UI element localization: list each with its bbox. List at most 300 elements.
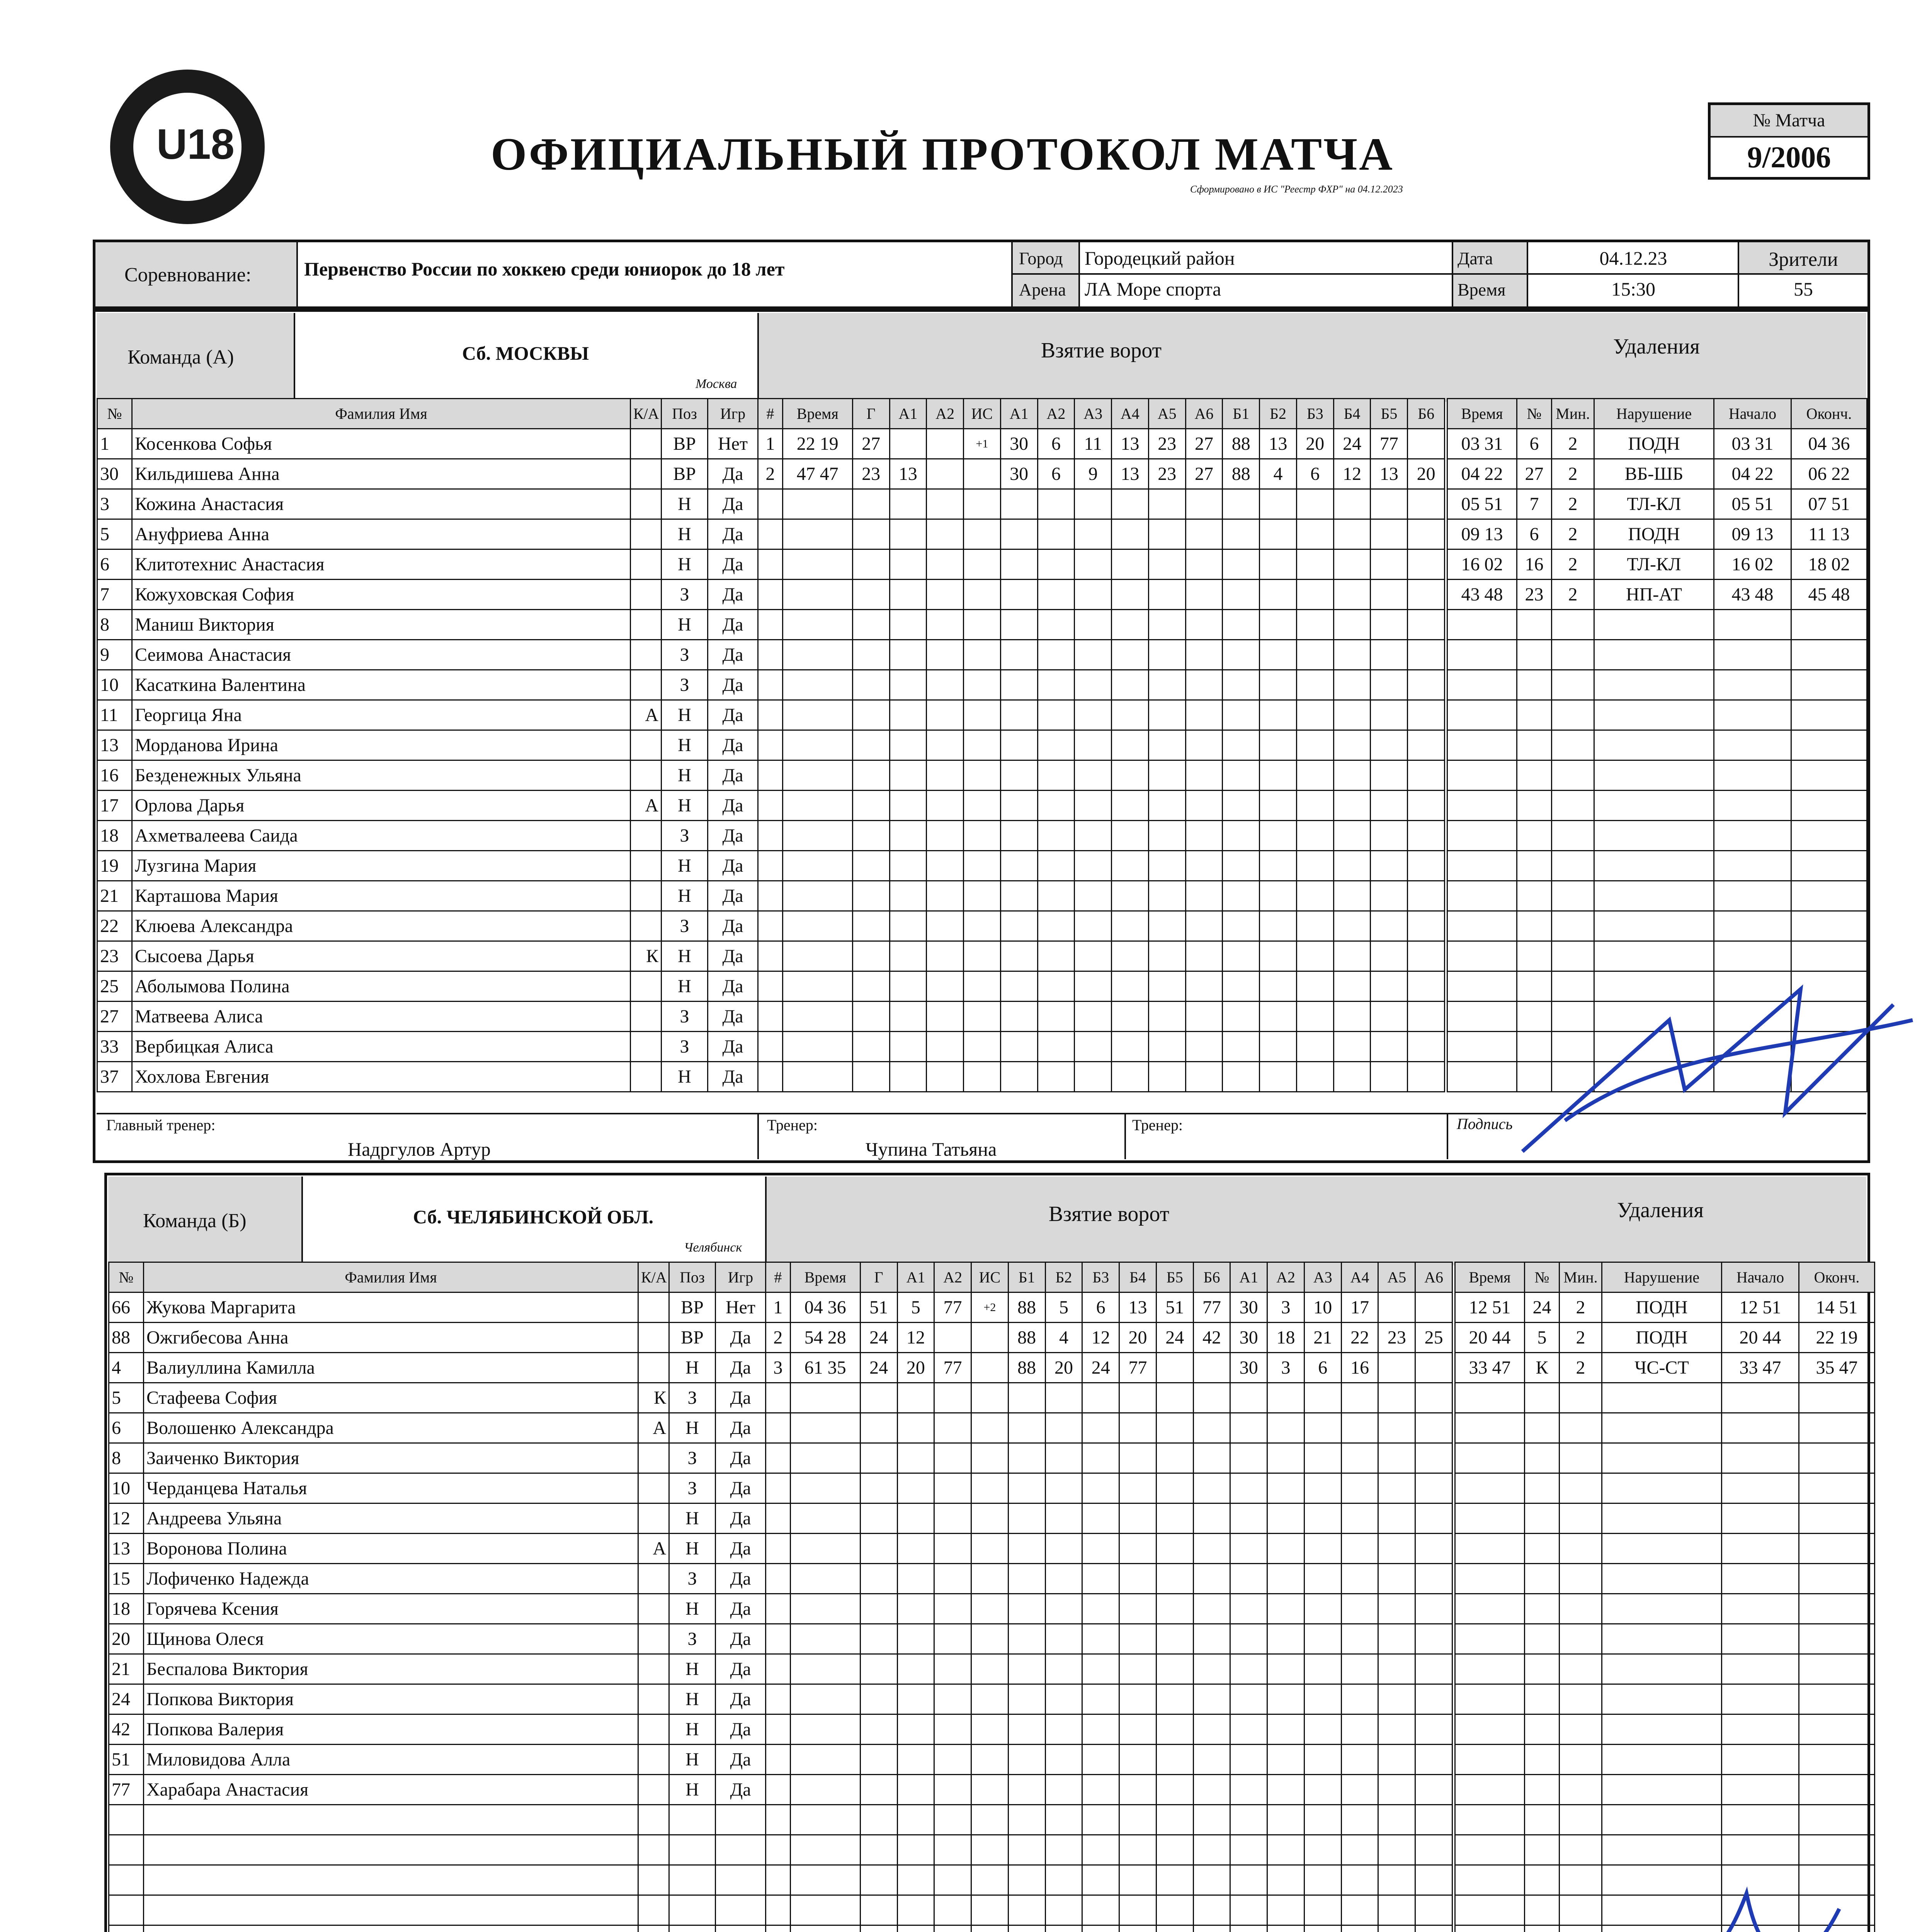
player-position: З bbox=[662, 911, 708, 941]
goal-cell bbox=[1119, 1383, 1156, 1413]
player-played: Да bbox=[716, 1473, 766, 1503]
penalty-cell bbox=[1722, 1775, 1799, 1805]
goal-cell bbox=[1415, 1805, 1452, 1835]
player-number: 5 bbox=[109, 1383, 144, 1413]
penalty-cell bbox=[1594, 730, 1714, 760]
goal-cell bbox=[758, 971, 783, 1002]
penalty-cell bbox=[1447, 821, 1517, 851]
goal-col-header: А6 bbox=[1185, 399, 1223, 429]
penalty-cell: 16 02 bbox=[1714, 549, 1791, 580]
goal-cell bbox=[1000, 1002, 1037, 1032]
goal-cell: 3 bbox=[1267, 1353, 1304, 1383]
penalty-cell bbox=[1517, 881, 1552, 911]
goal-cell bbox=[964, 610, 1001, 640]
goal-cell bbox=[1193, 1624, 1230, 1654]
goal-cell bbox=[1341, 1443, 1378, 1473]
player-row bbox=[97, 851, 758, 881]
goal-cell: 23 bbox=[1148, 459, 1185, 489]
penalty-cell bbox=[1447, 700, 1517, 730]
goal-cell bbox=[1148, 730, 1185, 760]
goal-cell bbox=[1112, 700, 1149, 730]
penalty-cell bbox=[1791, 911, 1867, 941]
player-played: Да bbox=[716, 1353, 766, 1383]
goal-cell bbox=[964, 459, 1001, 489]
player-captain bbox=[638, 1564, 669, 1594]
penalty-cell bbox=[1722, 1564, 1799, 1594]
player-position: З bbox=[669, 1624, 716, 1654]
goal-row bbox=[766, 1624, 1452, 1654]
goal-col-header: Б6 bbox=[1193, 1262, 1230, 1293]
goal-cell bbox=[1378, 1443, 1415, 1473]
penalty-cell bbox=[1602, 1624, 1722, 1654]
penalty-cell bbox=[1714, 640, 1791, 670]
player-captain bbox=[631, 821, 662, 851]
penalty-cell: 7 bbox=[1517, 489, 1552, 519]
penalty-cell bbox=[1714, 670, 1791, 700]
goal-cell bbox=[1185, 640, 1223, 670]
goal-cell bbox=[860, 1473, 897, 1503]
goal-cell: 23 bbox=[1148, 429, 1185, 459]
goal-cell bbox=[790, 1564, 860, 1594]
goal-cell bbox=[1304, 1865, 1341, 1895]
goal-cell: 24 bbox=[860, 1353, 897, 1383]
competition-name: Первенство России по хоккею среди юниорок до 18 лет bbox=[304, 258, 785, 280]
goal-cell bbox=[1119, 1895, 1156, 1925]
goal-row bbox=[758, 760, 1445, 791]
player-name: Попкова Валерия bbox=[144, 1714, 638, 1745]
goal-cell bbox=[782, 670, 852, 700]
penalty-cell bbox=[1560, 1835, 1602, 1865]
goal-cell bbox=[790, 1413, 860, 1443]
goal-cell bbox=[1230, 1594, 1267, 1624]
goal-cell bbox=[1075, 941, 1112, 971]
goal-cell bbox=[964, 821, 1001, 851]
player-number: 33 bbox=[97, 1032, 132, 1062]
player-number: 5 bbox=[97, 519, 132, 549]
goal-cell bbox=[766, 1775, 791, 1805]
penalty-cell bbox=[1525, 1805, 1560, 1835]
goal-cell bbox=[1415, 1714, 1452, 1745]
goal-cell bbox=[1296, 610, 1333, 640]
goal-cell: 17 bbox=[1341, 1293, 1378, 1323]
goal-col-header: Время bbox=[782, 399, 852, 429]
goal-cell bbox=[971, 1353, 1009, 1383]
penalty-cell bbox=[1560, 1624, 1602, 1654]
league-logo: U18 bbox=[110, 70, 265, 224]
player-row bbox=[97, 670, 758, 700]
goal-cell bbox=[1341, 1503, 1378, 1534]
goal-cell bbox=[1408, 941, 1445, 971]
penalty-row bbox=[1455, 1413, 1875, 1443]
goal-cell bbox=[1304, 1594, 1341, 1624]
goal-cell: 54 28 bbox=[790, 1323, 860, 1353]
goal-cell bbox=[934, 1624, 971, 1654]
goal-row bbox=[758, 459, 1445, 489]
goal-cell bbox=[852, 640, 889, 670]
goal-cell bbox=[927, 971, 964, 1002]
goal-cell bbox=[897, 1714, 934, 1745]
goal-cell bbox=[1148, 821, 1185, 851]
goal-cell bbox=[1408, 1002, 1445, 1032]
goal-row bbox=[758, 911, 1445, 941]
goal-cell bbox=[964, 881, 1001, 911]
goal-cell bbox=[1000, 610, 1037, 640]
goal-cell bbox=[758, 1032, 783, 1062]
goal-cell bbox=[964, 760, 1001, 791]
player-row bbox=[109, 1624, 766, 1654]
goal-cell bbox=[927, 670, 964, 700]
goal-cell bbox=[1415, 1835, 1452, 1865]
goal-cell bbox=[758, 941, 783, 971]
player-played: Да bbox=[708, 911, 758, 941]
penalty-cell: 20 44 bbox=[1455, 1323, 1525, 1353]
player-row bbox=[109, 1473, 766, 1503]
page-title: ОФИЦИАЛЬНЫЙ ПРОТОКОЛ МАТЧА bbox=[491, 128, 1394, 180]
penalty-cell bbox=[1552, 791, 1594, 821]
penalty-cell: ПОДН bbox=[1594, 519, 1714, 549]
city: Городецкий район bbox=[1085, 247, 1235, 269]
player-played: Да bbox=[716, 1564, 766, 1594]
goal-cell bbox=[1000, 971, 1037, 1002]
penalty-cell bbox=[1791, 610, 1867, 640]
goal-cell bbox=[790, 1534, 860, 1564]
goal-cell bbox=[1037, 730, 1075, 760]
player-row bbox=[97, 489, 758, 519]
goal-cell bbox=[934, 1714, 971, 1745]
goal-cell bbox=[1371, 549, 1408, 580]
goal-cell bbox=[1296, 911, 1333, 941]
goal-cell: 30 bbox=[1230, 1293, 1267, 1323]
goal-cell bbox=[1223, 670, 1260, 700]
goal-cell bbox=[1193, 1745, 1230, 1775]
goal-cell bbox=[1223, 911, 1260, 941]
goal-cell bbox=[1119, 1835, 1156, 1865]
goal-cell bbox=[1112, 1002, 1149, 1032]
goal-cell bbox=[1037, 1032, 1075, 1062]
goal-cell bbox=[852, 760, 889, 791]
goal-cell bbox=[1112, 1062, 1149, 1092]
penalty-cell bbox=[1594, 941, 1714, 971]
penalty-row bbox=[1455, 1383, 1875, 1413]
player-played: Да bbox=[708, 700, 758, 730]
goal-cell bbox=[766, 1684, 791, 1714]
penalty-col-header: Оконч. bbox=[1791, 399, 1867, 429]
penalty-cell bbox=[1455, 1714, 1525, 1745]
player-played: Да bbox=[708, 640, 758, 670]
penalty-cell bbox=[1602, 1775, 1722, 1805]
goal-cell bbox=[1193, 1534, 1230, 1564]
goal-cell bbox=[1193, 1594, 1230, 1624]
goal-cell bbox=[1296, 700, 1333, 730]
goal-cell bbox=[1333, 730, 1371, 760]
goal-cell bbox=[852, 730, 889, 760]
player-name: Маниш Виктория bbox=[132, 610, 631, 640]
time-label: Время bbox=[1458, 280, 1506, 299]
player-played: Да bbox=[716, 1714, 766, 1745]
goal-cell bbox=[1333, 1032, 1371, 1062]
goal-cell bbox=[1185, 971, 1223, 1002]
goal-cell bbox=[1260, 580, 1297, 610]
goal-cell bbox=[1230, 1413, 1267, 1443]
goal-cell bbox=[852, 670, 889, 700]
player-number: 10 bbox=[97, 670, 132, 700]
empty-cell bbox=[638, 1805, 669, 1835]
goal-cell bbox=[1045, 1503, 1082, 1534]
goal-row bbox=[766, 1865, 1452, 1895]
goal-cell bbox=[1333, 1002, 1371, 1032]
goal-cell bbox=[1082, 1684, 1119, 1714]
penalty-row bbox=[1447, 580, 1867, 610]
goal-cell bbox=[1156, 1775, 1193, 1805]
goal-cell bbox=[1037, 760, 1075, 791]
player-row bbox=[97, 1002, 758, 1032]
goal-cell: 30 bbox=[1230, 1353, 1267, 1383]
player-position: ВР bbox=[669, 1323, 716, 1353]
goal-row bbox=[758, 881, 1445, 911]
player-played: Да bbox=[708, 791, 758, 821]
team-a-label: Команда (А) bbox=[128, 346, 234, 368]
player-played: Да bbox=[708, 610, 758, 640]
player-captain bbox=[631, 670, 662, 700]
goal-cell bbox=[934, 1443, 971, 1473]
goal-cell bbox=[1267, 1745, 1304, 1775]
goal-cell: 27 bbox=[1185, 429, 1223, 459]
goal-cell bbox=[964, 640, 1001, 670]
goal-cell bbox=[860, 1865, 897, 1895]
goal-cell bbox=[1371, 851, 1408, 881]
goal-cell bbox=[860, 1624, 897, 1654]
goal-cell bbox=[1223, 971, 1260, 1002]
player-captain bbox=[638, 1745, 669, 1775]
goal-cell bbox=[1415, 1534, 1452, 1564]
empty-cell bbox=[669, 1865, 716, 1895]
goal-cell bbox=[852, 851, 889, 881]
goal-cell bbox=[766, 1654, 791, 1684]
player-played: Да bbox=[708, 881, 758, 911]
goal-cell bbox=[1378, 1745, 1415, 1775]
player-name: Морданова Ирина bbox=[132, 730, 631, 760]
goal-cell bbox=[1045, 1654, 1082, 1684]
penalty-cell: 5 bbox=[1525, 1323, 1560, 1353]
penalty-cell bbox=[1560, 1443, 1602, 1473]
penalty-cell bbox=[1722, 1413, 1799, 1443]
goal-col-header: Б3 bbox=[1296, 399, 1333, 429]
goal-cell bbox=[1000, 760, 1037, 791]
player-played: Да bbox=[708, 821, 758, 851]
team-a-name: Сб. МОСКВЫ bbox=[462, 342, 589, 364]
goal-cell bbox=[1260, 640, 1297, 670]
penalty-cell bbox=[1447, 1002, 1517, 1032]
penalty-cell bbox=[1525, 1684, 1560, 1714]
goal-cell bbox=[782, 730, 852, 760]
goal-col-header: А3 bbox=[1304, 1262, 1341, 1293]
penalty-cell bbox=[1560, 1684, 1602, 1714]
goal-cell bbox=[1267, 1775, 1304, 1805]
goal-cell bbox=[1223, 791, 1260, 821]
goal-cell: 24 bbox=[1156, 1323, 1193, 1353]
penalty-cell bbox=[1602, 1684, 1722, 1714]
goal-row bbox=[758, 429, 1445, 459]
goal-col-header: Б3 bbox=[1082, 1262, 1119, 1293]
goal-row bbox=[766, 1383, 1452, 1413]
goal-cell bbox=[1112, 881, 1149, 911]
goal-cell bbox=[1415, 1684, 1452, 1714]
goal-cell bbox=[1045, 1473, 1082, 1503]
goal-cell bbox=[1333, 1062, 1371, 1092]
penalty-cell: 05 51 bbox=[1714, 489, 1791, 519]
goal-cell: 24 bbox=[1082, 1353, 1119, 1383]
penalty-row bbox=[1455, 1443, 1875, 1473]
goal-cell bbox=[1000, 1032, 1037, 1062]
penalty-cell: 11 13 bbox=[1791, 519, 1867, 549]
goal-cell bbox=[1296, 821, 1333, 851]
player-position: ВР bbox=[669, 1293, 716, 1323]
player-position: ВР bbox=[662, 429, 708, 459]
penalty-cell bbox=[1602, 1564, 1722, 1594]
goal-cell bbox=[1408, 429, 1445, 459]
penalty-cell: 03 31 bbox=[1714, 429, 1791, 459]
player-number: 42 bbox=[109, 1714, 144, 1745]
goal-cell bbox=[852, 791, 889, 821]
player-name: Лузгина Мария bbox=[132, 851, 631, 881]
goal-cell bbox=[790, 1714, 860, 1745]
goal-cell bbox=[1082, 1443, 1119, 1473]
penalty-cell bbox=[1447, 640, 1517, 670]
goal-cell: +2 bbox=[971, 1293, 1009, 1323]
goal-cell bbox=[1082, 1473, 1119, 1503]
penalty-cell bbox=[1714, 700, 1791, 730]
player-name: Кожина Анастасия bbox=[132, 489, 631, 519]
goal-cell bbox=[889, 791, 927, 821]
penalty-cell bbox=[1517, 700, 1552, 730]
team-b-roster bbox=[108, 1262, 766, 1932]
goal-cell bbox=[790, 1443, 860, 1473]
goal-cell bbox=[1223, 1002, 1260, 1032]
player-row bbox=[109, 1353, 766, 1383]
goal-cell bbox=[852, 489, 889, 519]
penalty-cell bbox=[1602, 1534, 1722, 1564]
goal-cell bbox=[897, 1473, 934, 1503]
empty-cell bbox=[638, 1865, 669, 1895]
goal-cell bbox=[964, 941, 1001, 971]
penalty-cell bbox=[1517, 941, 1552, 971]
goal-cell bbox=[897, 1564, 934, 1594]
penalty-cell bbox=[1722, 1534, 1799, 1564]
goal-cell bbox=[964, 700, 1001, 730]
goal-cell bbox=[1378, 1925, 1415, 1932]
penalty-row bbox=[1447, 730, 1867, 760]
goal-cell bbox=[971, 1564, 1009, 1594]
penalty-cell bbox=[1722, 1503, 1799, 1534]
goal-cell: 22 19 bbox=[782, 429, 852, 459]
goal-cell bbox=[1112, 549, 1149, 580]
goal-row bbox=[766, 1534, 1452, 1564]
goal-cell bbox=[1341, 1714, 1378, 1745]
goal-cell bbox=[1267, 1895, 1304, 1925]
goal-col-header: ИС bbox=[971, 1262, 1009, 1293]
goal-cell: 13 bbox=[1260, 429, 1297, 459]
goal-cell bbox=[1148, 941, 1185, 971]
penalty-cell bbox=[1455, 1654, 1525, 1684]
goal-cell bbox=[1333, 489, 1371, 519]
penalty-row bbox=[1455, 1835, 1875, 1865]
goal-col-header: А1 bbox=[897, 1262, 934, 1293]
penalty-cell bbox=[1447, 881, 1517, 911]
goal-cell bbox=[1112, 821, 1149, 851]
goal-cell bbox=[1378, 1835, 1415, 1865]
goal-cell bbox=[1037, 971, 1075, 1002]
team-a-penalties-title: Удаления bbox=[1613, 335, 1700, 359]
penalty-row bbox=[1455, 1534, 1875, 1564]
goal-cell bbox=[1008, 1534, 1045, 1564]
goal-cell bbox=[1371, 1032, 1408, 1062]
goal-cell: 24 bbox=[1333, 429, 1371, 459]
goal-cell bbox=[782, 549, 852, 580]
goal-cell bbox=[1408, 489, 1445, 519]
goal-row bbox=[758, 610, 1445, 640]
team-a-head-coach: Надргулов Артур bbox=[348, 1138, 491, 1160]
goal-cell bbox=[964, 1062, 1001, 1092]
penalty-row bbox=[1447, 760, 1867, 791]
goal-cell bbox=[1267, 1714, 1304, 1745]
player-number: 9 bbox=[97, 640, 132, 670]
goal-col-header: А5 bbox=[1148, 399, 1185, 429]
goal-row bbox=[758, 1032, 1445, 1062]
goal-cell bbox=[1223, 640, 1260, 670]
penalty-cell: 2 bbox=[1552, 429, 1594, 459]
goal-row bbox=[766, 1564, 1452, 1594]
goal-cell bbox=[1148, 760, 1185, 791]
goal-cell bbox=[1119, 1805, 1156, 1835]
goal-cell bbox=[1415, 1383, 1452, 1413]
player-played: Да bbox=[716, 1624, 766, 1654]
goal-row bbox=[758, 670, 1445, 700]
penalty-cell: 2 bbox=[1560, 1353, 1602, 1383]
player-name: Клитотехнис Анастасия bbox=[132, 549, 631, 580]
goal-cell bbox=[889, 730, 927, 760]
goal-cell bbox=[934, 1564, 971, 1594]
goal-cell bbox=[1000, 791, 1037, 821]
penalty-row bbox=[1447, 549, 1867, 580]
penalty-cell: 6 bbox=[1517, 429, 1552, 459]
goal-cell bbox=[1371, 881, 1408, 911]
goal-cell bbox=[1082, 1805, 1119, 1835]
penalty-row bbox=[1447, 941, 1867, 971]
goal-col-header: # bbox=[758, 399, 783, 429]
goal-cell bbox=[897, 1624, 934, 1654]
player-position: З bbox=[662, 640, 708, 670]
goal-cell bbox=[1296, 971, 1333, 1002]
empty-cell bbox=[669, 1925, 716, 1932]
goal-row bbox=[758, 851, 1445, 881]
goal-cell bbox=[852, 610, 889, 640]
penalty-cell bbox=[1602, 1443, 1722, 1473]
penalty-cell bbox=[1525, 1564, 1560, 1594]
player-captain bbox=[638, 1503, 669, 1534]
goal-cell bbox=[971, 1775, 1009, 1805]
goal-cell bbox=[1008, 1624, 1045, 1654]
goal-cell bbox=[1260, 519, 1297, 549]
penalty-cell bbox=[1552, 911, 1594, 941]
player-number: 24 bbox=[109, 1684, 144, 1714]
goal-cell bbox=[889, 911, 927, 941]
penalty-cell: 2 bbox=[1560, 1293, 1602, 1323]
goal-cell bbox=[1193, 1473, 1230, 1503]
player-number: 16 bbox=[97, 760, 132, 791]
goal-cell bbox=[758, 881, 783, 911]
goal-cell bbox=[1000, 489, 1037, 519]
penalty-cell bbox=[1799, 1503, 1875, 1534]
